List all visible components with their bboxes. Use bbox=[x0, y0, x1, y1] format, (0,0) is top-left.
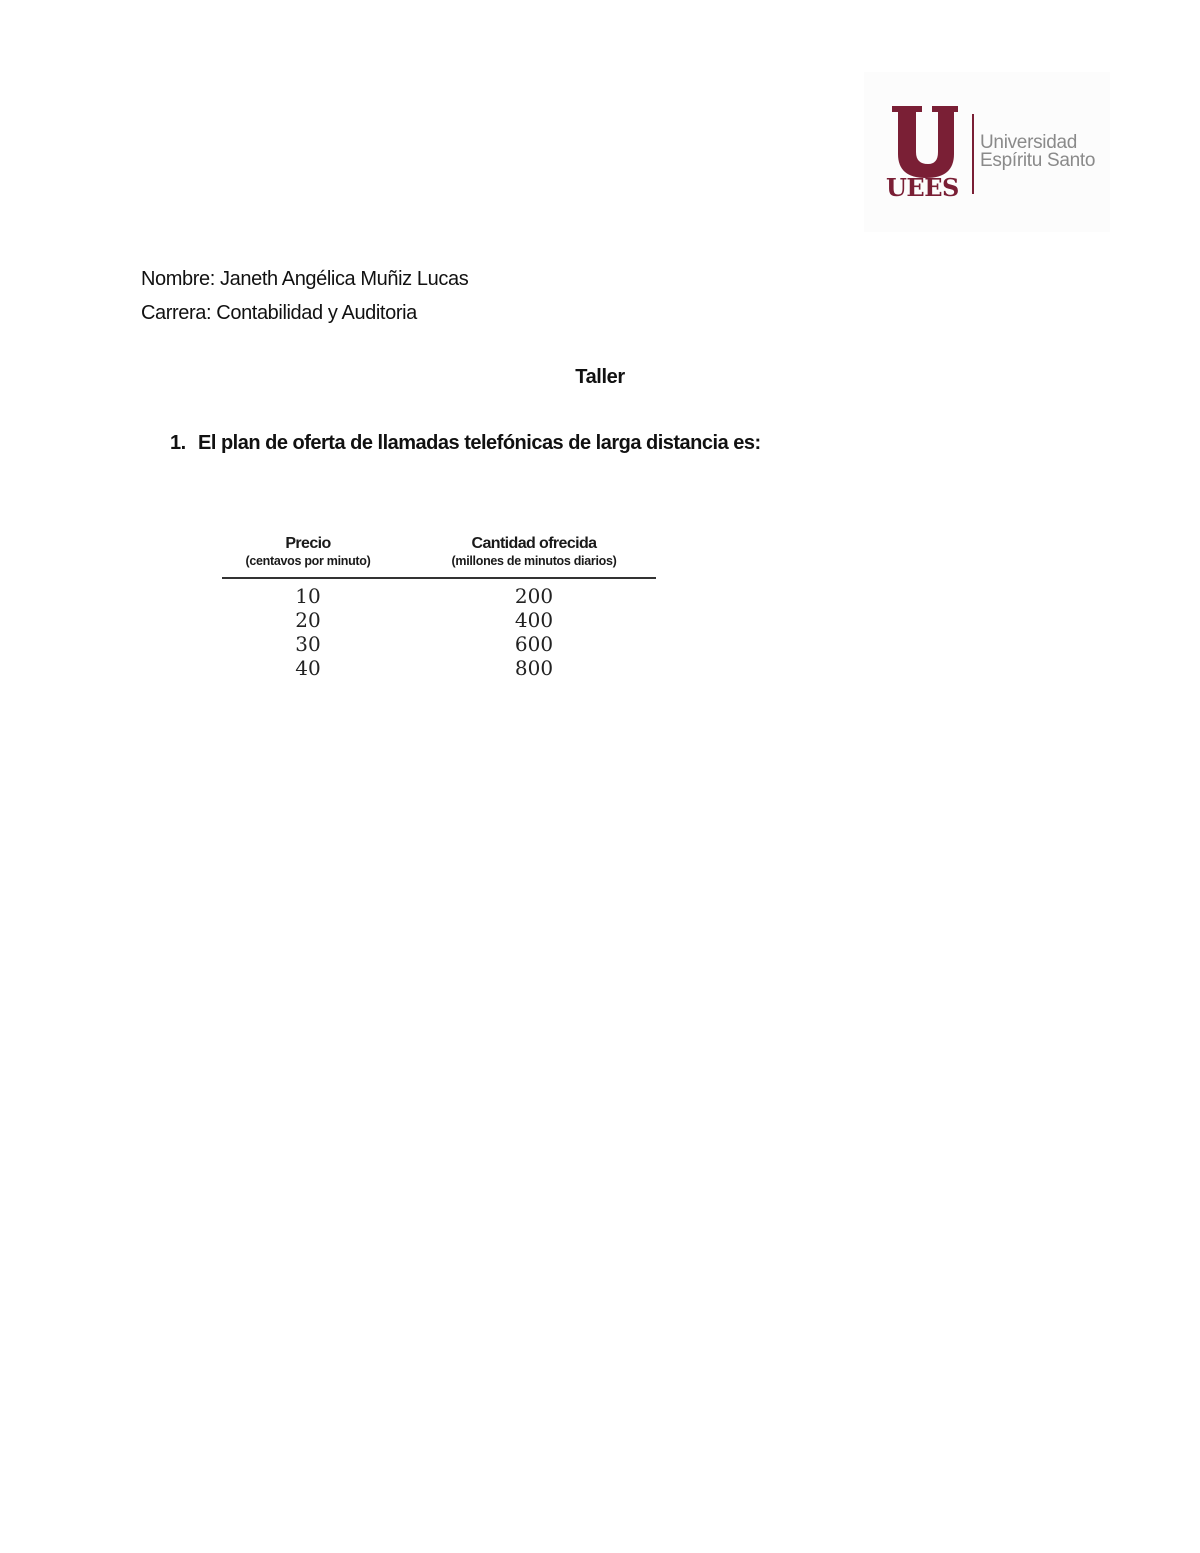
quantity-cell: 200 bbox=[514, 584, 554, 608]
table-row bbox=[222, 608, 656, 632]
student-name: Nombre: Janeth Angélica Muñiz Lucas bbox=[141, 268, 469, 290]
column-subtitle: (centavos por minuto) bbox=[245, 554, 371, 568]
table-row bbox=[222, 656, 656, 680]
question-text: El plan de oferta de llamadas telefónicas de larga distancia es: bbox=[198, 432, 761, 454]
logo-name-line1: Universidad bbox=[980, 132, 1078, 153]
column-title: Cantidad ofrecida bbox=[471, 535, 597, 552]
university-logo bbox=[864, 72, 1110, 232]
table-row bbox=[222, 584, 656, 608]
quantity-cell: 800 bbox=[514, 656, 554, 680]
page-title: Taller bbox=[575, 366, 625, 388]
logo-u-shape bbox=[892, 106, 958, 178]
table-header bbox=[222, 533, 656, 579]
column-header-price bbox=[222, 533, 394, 568]
price-cell: 30 bbox=[295, 632, 321, 656]
student-career: Carrera: Contabilidad y Auditoria bbox=[141, 302, 417, 324]
question-1 bbox=[170, 432, 761, 455]
logo-acronym: UEES bbox=[886, 173, 959, 202]
column-subtitle: (millones de minutos diarios) bbox=[451, 554, 617, 568]
logo-divider bbox=[972, 114, 974, 194]
price-cell: 20 bbox=[295, 608, 321, 632]
table-row bbox=[222, 632, 656, 656]
logo-name-line2: Espíritu Santo bbox=[980, 150, 1096, 171]
column-title: Precio bbox=[285, 535, 331, 552]
table-body bbox=[222, 584, 656, 680]
column-header-quantity bbox=[422, 533, 646, 568]
question-number: 1. bbox=[170, 432, 186, 454]
quantity-cell: 400 bbox=[514, 608, 554, 632]
quantity-cell: 600 bbox=[514, 632, 554, 656]
supply-schedule-table bbox=[222, 533, 656, 680]
price-cell: 40 bbox=[295, 656, 321, 680]
price-cell: 10 bbox=[295, 584, 321, 608]
